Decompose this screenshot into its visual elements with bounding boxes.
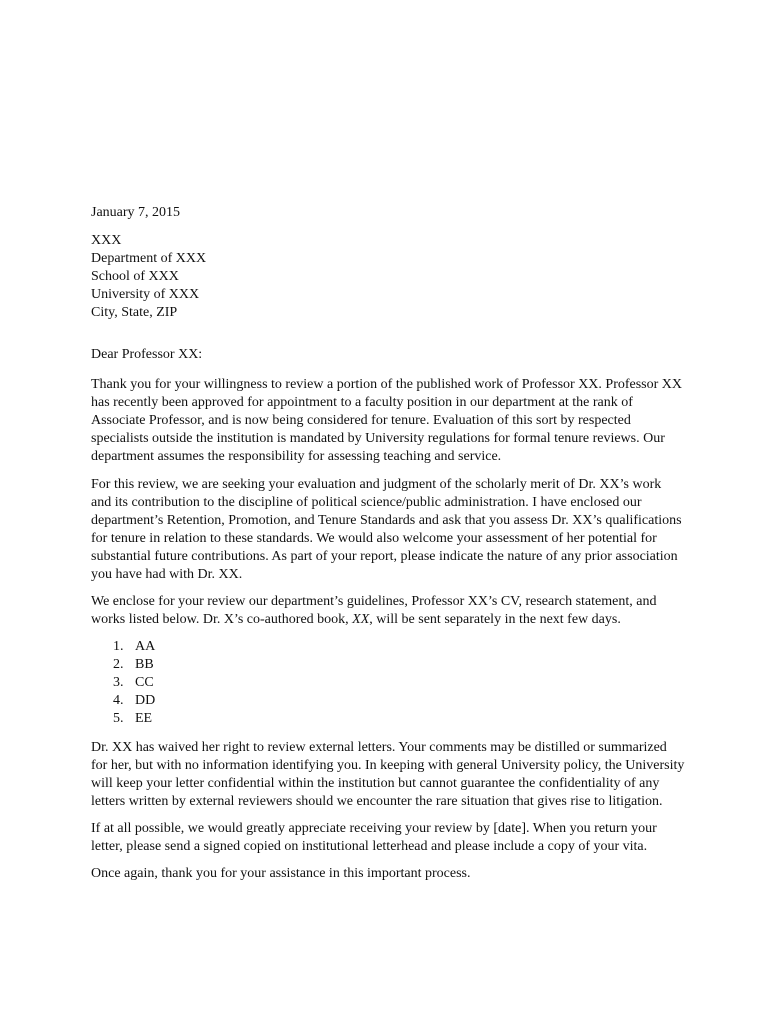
text-line: will keep your letter confidential within the institution but cannot guarantee the confidentiality of any: [91, 776, 660, 791]
address-line: School of XXX: [91, 269, 179, 284]
text-line: Associate Professor, and is now being considered for tenure. Evaluation of this sort by respected: [91, 413, 631, 428]
text-line: for her, but with no information identifying you. In keeping with general University policy, the University: [91, 758, 685, 773]
paragraph-4: [91, 739, 711, 811]
text-line: Thank you for your willingness to review a portion of the published work of Professor XX. Professor XX: [91, 377, 683, 392]
list-item: [113, 692, 733, 710]
text-line: letter, please send a signed copied on institutional letterhead and please include a copy of your vita.: [91, 839, 648, 854]
text-line: department assumes the responsibility for assessing teaching and service.: [91, 449, 502, 464]
list-number: 4.: [113, 693, 124, 708]
text-line: has recently been approved for appointment to a faculty position in our department at the rank of: [91, 395, 633, 410]
works-list: [113, 638, 733, 728]
text-line: letters written by external reviewers should we encounter the rare situation that gives rise to litigation.: [91, 794, 663, 809]
closing-line: Once again, thank you for your assistance in this important process.: [91, 866, 471, 881]
text-line: For this review, we are seeking your evaluation and judgment of the scholarly merit of Dr. XX’s work: [91, 477, 662, 492]
salutation: Dear Professor XX:: [91, 347, 203, 362]
list-item: [113, 656, 733, 674]
list-item: [113, 638, 733, 656]
text-segment: , will be sent separately in the next few days.: [369, 612, 621, 627]
text-line: Dr. XX has waived her right to review external letters. Your comments may be distilled or summarized: [91, 740, 667, 755]
text-line: and its contribution to the discipline of political science/public administration. I have enclosed our: [91, 495, 642, 510]
list-number: 1.: [113, 639, 124, 654]
list-label: AA: [135, 639, 156, 654]
text-line: If at all possible, we would greatly appreciate receiving your review by [date]. When you return your: [91, 821, 657, 836]
recipient-address: [91, 232, 711, 322]
address-line: City, State, ZIP: [91, 305, 178, 320]
list-number: 3.: [113, 675, 124, 690]
paragraph-2: [91, 476, 711, 584]
address-line: XXX: [91, 233, 122, 248]
list-label: BB: [135, 657, 154, 672]
text-line: specialists outside the institution is mandated by University regulations for formal tenure reviews. Our: [91, 431, 665, 446]
text-line: you have had with Dr. XX.: [91, 567, 243, 582]
list-label: CC: [135, 675, 154, 690]
paragraph-1: [91, 376, 711, 466]
text-segment: works listed below. Dr. X’s co-authored book,: [91, 612, 353, 627]
text-line: [91, 611, 711, 629]
list-item: [113, 710, 733, 728]
list-number: 5.: [113, 711, 124, 726]
list-item: [113, 674, 733, 692]
address-line: Department of XXX: [91, 251, 207, 266]
book-title: XX: [352, 612, 370, 627]
address-line: University of XXX: [91, 287, 200, 302]
list-label: EE: [135, 711, 153, 726]
text-line: department’s Retention, Promotion, and Tenure Standards and ask that you assess Dr. XX’s qualifications: [91, 513, 682, 528]
paragraph-5: [91, 820, 711, 856]
text-line: substantial future contributions. As part of your report, please indicate the nature of any prior association: [91, 549, 678, 564]
paragraph-3: [91, 593, 711, 629]
list-label: DD: [135, 693, 156, 708]
text-line: We enclose for your review our department’s guidelines, Professor XX’s CV, research statement, and: [91, 594, 657, 609]
letter-date: January 7, 2015: [91, 205, 181, 220]
list-number: 2.: [113, 657, 124, 672]
text-line: for tenure in relation to these standards. We would also welcome your assessment of her potential for: [91, 531, 657, 546]
